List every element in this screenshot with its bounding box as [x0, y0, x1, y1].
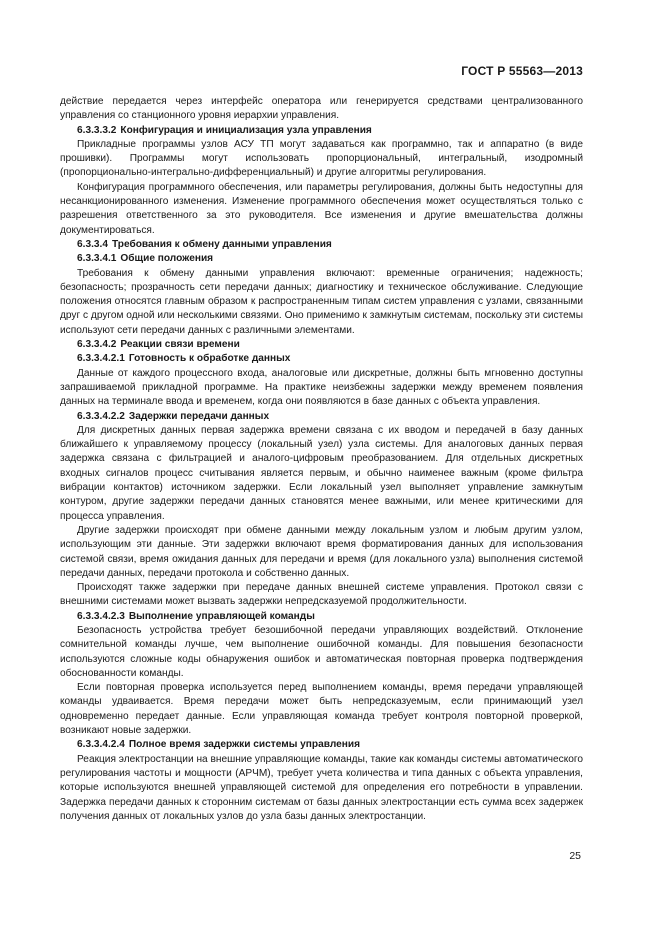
section-title: Готовность к обработке данных: [128, 353, 291, 365]
section-title: Конфигурация и инициализация узла управления: [120, 124, 372, 136]
paragraph: Данные от каждого процессного входа, аналоговые или дискретные, должны быть мгновенно доступны запрашиваемой прикладной программе. На практике неизбежны задержки между временем появления данных на терминале ввода и временем, когда они появляются в базе данных с объекта управления.: [60, 367, 583, 408]
section-number: 6.3.3.4.2.1: [77, 353, 125, 365]
paragraph: Прикладные программы узлов АСУ ТП могут задаваться как программно, так и аппаратно (в виде прошивки). Программы могут использовать пропорциональный, интегральный, изодромный (пропорционально-интегрально-дифференциальный) и другие алгоритмы регулирования.: [60, 138, 583, 179]
paragraph: действие передается через интерфейс оператора или генерируется средствами централизованного управления со станционного уровня иерархии управления.: [60, 96, 583, 122]
section-title: Полное время задержки системы управления: [128, 739, 361, 751]
section-number: 6.3.3.4.2.3: [77, 610, 125, 622]
section-title: Реакции связи времени: [120, 339, 240, 351]
section-title: Требования к обмену данными управления: [111, 238, 332, 250]
section-title: Общие положения: [120, 253, 214, 265]
paragraph: Безопасность устройства требует безошибочной передачи управляющих воздействий. Отклонение сомнительной команды лучше, чем выполнение ошибочной команды. Для повышения безопасности используются сложные коды обнаружения ошибок и автоматическая повторная проверка подтверждения обоснованности команды.: [60, 624, 583, 679]
paragraph: Если повторная проверка используется перед выполнением команды, время передачи управляющей команды удваивается. Время передачи может быть непредсказуемым, если принимающий узел одновременно передает данные. Если управляющая команда требует контроля повторной проверкой, возникают новые задержки.: [60, 682, 583, 737]
paragraph: Происходят также задержки при передаче данных внешней системе управления. Протокол связи с внешними системами может вызвать задержки непредсказуемой продолжительности.: [60, 582, 583, 608]
section-heading: [60, 410, 583, 424]
paragraph: Другие задержки происходят при обмене данными между локальным узлом и любым другим узлом, использующим эти данные. Эти задержки включают время форматирования данных для использования системой связи, время ожидания данных для передачи и время (для локального узла) выполнения системой передачи данных, передачи протокола и собственно данных.: [60, 524, 583, 579]
section-heading: [60, 124, 583, 138]
section-heading: [60, 338, 583, 352]
section-title: Выполнение управляющей команды: [128, 610, 315, 622]
section-heading: [60, 252, 583, 266]
section-number: 6.3.3.4.2: [77, 339, 117, 351]
section-heading: [60, 738, 583, 752]
paragraph: Конфигурация программного обеспечения, или параметры регулирования, должны быть недоступны для несанкционированного изменения. Изменение программного обеспечения может осуществляться только с разрешения ответственного за это руководителя. Все изменения и другие вмешательства должны документироваться.: [60, 181, 583, 236]
section-number: 6.3.3.4.2.4: [77, 739, 125, 751]
section-heading: [60, 610, 583, 624]
section-title: Задержки передачи данных: [128, 410, 270, 422]
section-heading: [60, 352, 583, 366]
document-code: ГОСТ Р 55563—2013: [461, 64, 583, 78]
paragraph: Реакция электростанции на внешние управляющие команды, такие как команды системы автоматического регулирования частоты и мощности (АРЧМ), требует учета количества и типа данных с объекта управления, которые используются внешней управляющей системой для определения его потребности в управлении. Задержка передачи данных к сторонним системам от базы данных электростанции есть сумма всех задержек получения данных от локальных узлов до узла базы данных электростанции.: [60, 753, 583, 822]
section-number: 6.3.3.4.1: [77, 253, 117, 265]
section-number: 6.3.3.3.2: [77, 124, 117, 136]
document-body: [60, 95, 583, 824]
section-heading: [60, 238, 583, 252]
page-number: 25: [569, 850, 581, 862]
section-number: 6.3.3.4: [77, 238, 108, 250]
paragraph: Для дискретных данных первая задержка времени связана с их вводом и передачей в базу данных ближайшего к управляемому процессу (локальный узел) узла системы. Для аналоговых данных первая задержка связана с фильтрацией и аналого-цифровым преобразованием. Для отдельных дискретных входных сигналов процесс считывания является первым, и обычно наименее важным (кроме фильтра вибрации контактов) источником задержки. Если локальный узел выполняет управление замкнутым контуром, другие задержки передачи данных становятся менее важными, или менее критическими для процесса управления.: [60, 424, 583, 522]
paragraph: Требования к обмену данными управления включают: временные ограничения; надежность; безопасность; прозрачность сети передачи данных; диагностику и техническое обслуживание. Следующие положения относятся главным образом к распространенным типам систем управления с узлами, связанными друг с другом одной или несколькими связями. Оно применимо к замкнутым системам, поскольку эти системы используют сети передачи данных с различными элементами.: [60, 267, 583, 336]
section-number: 6.3.3.4.2.2: [77, 410, 125, 422]
